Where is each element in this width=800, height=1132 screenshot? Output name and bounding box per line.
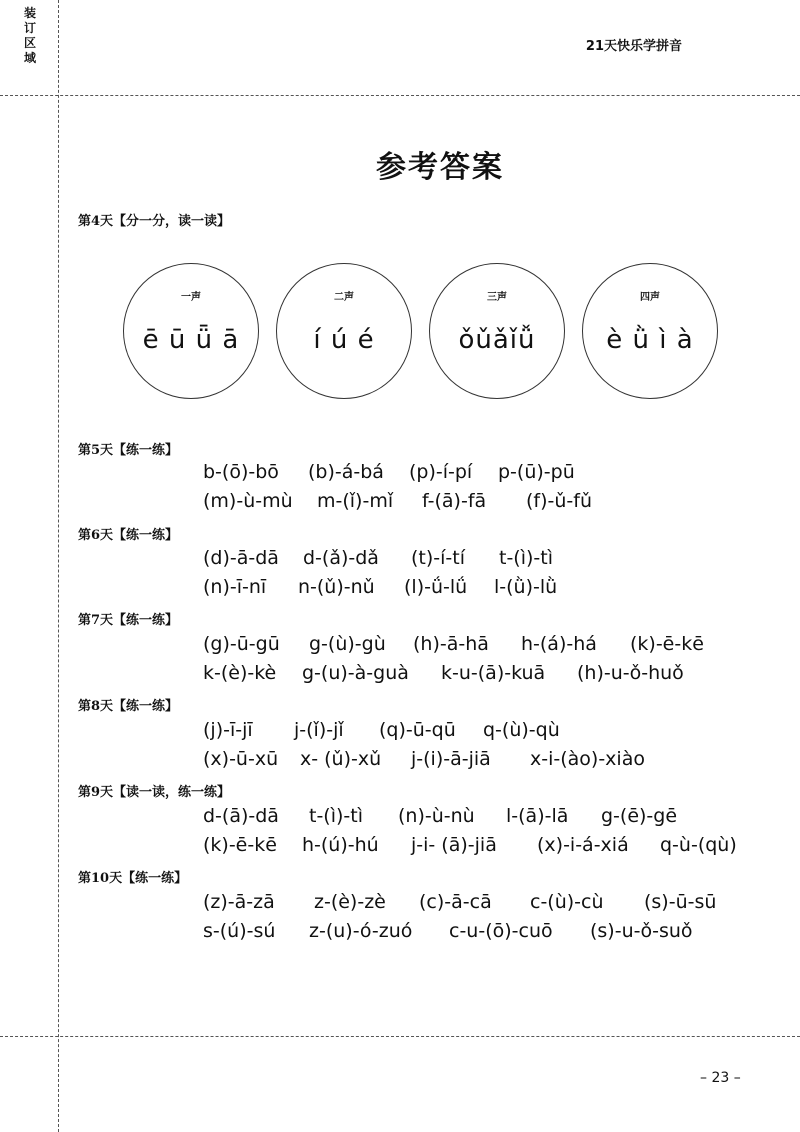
- answer-item: s-(ú)-sú: [203, 920, 276, 942]
- answer-item: g-(ù)-gù: [309, 633, 386, 655]
- tone-label: 三声: [487, 292, 507, 303]
- answer-item: (t)-í-tí: [411, 547, 465, 569]
- answer-item: x- (ǔ)-xǔ: [300, 748, 382, 770]
- answer-item: k-(è)-kè: [203, 662, 277, 684]
- answer-item: b-(ō)-bō: [203, 461, 279, 483]
- page-title: 参考答案: [376, 150, 504, 185]
- answer-item: (c)-ā-cā: [419, 891, 492, 913]
- answer-item: m-(ǐ)-mǐ: [317, 490, 394, 512]
- section-label-day4: 第4天【分一分，读一读】: [78, 214, 231, 229]
- answer-item: (j)-ī-jī: [203, 719, 253, 741]
- answer-item: (z)-ā-zā: [203, 891, 275, 913]
- answer-item: (p)-í-pí: [409, 461, 473, 483]
- answer-item: (q)-ū-qū: [379, 719, 456, 741]
- section-label-day7: 第7天【练一练】: [78, 613, 179, 628]
- tone-circle-2: [276, 263, 412, 399]
- answer-item: g-(u)-à-guà: [302, 662, 409, 684]
- section-label-day8: 第8天【练一练】: [78, 699, 179, 714]
- answer-item: t-(ì)-tì: [309, 805, 363, 827]
- answer-item: j-i- (ā)-jiā: [411, 834, 497, 856]
- tone-label: 二声: [334, 292, 354, 303]
- answer-item: h-(á)-há: [521, 633, 597, 655]
- section-label-day9: 第9天【读一读，练一练】: [78, 785, 231, 800]
- section-label-day6: 第6天【练一练】: [78, 528, 179, 543]
- answer-item: z-(u)-ó-zuó: [309, 920, 413, 942]
- answer-item: (h)-u-ǒ-huǒ: [577, 662, 684, 684]
- tone-vowels: ē ū ǖ ā: [142, 325, 240, 355]
- answer-item: q-(ù)-qù: [483, 719, 560, 741]
- answer-item: (k)-ē-kē: [630, 633, 704, 655]
- answer-item: l-(ā)-lā: [506, 805, 569, 827]
- section-label-day5: 第5天【练一练】: [78, 443, 179, 458]
- answer-item: k-u-(ā)-kuā: [441, 662, 546, 684]
- answer-item: (x)-ū-xū: [203, 748, 279, 770]
- tone-vowels: í ú é: [313, 325, 375, 355]
- answer-item: d-(ǎ)-dǎ: [303, 547, 379, 569]
- tone-circle-3: [429, 263, 565, 399]
- answer-item: g-(ē)-gē: [601, 805, 678, 827]
- answer-item: (n)-ù-nù: [398, 805, 475, 827]
- answer-item: (n)-ī-nī: [203, 576, 267, 598]
- answer-item: (b)-á-bá: [308, 461, 384, 483]
- footer-divider: [0, 1036, 800, 1037]
- answer-item: (h)-ā-hā: [413, 633, 489, 655]
- tone-label: 四声: [640, 292, 660, 303]
- answer-item: h-(ú)-hú: [302, 834, 379, 856]
- binding-char: 装: [23, 6, 36, 20]
- answer-item: (m)-ù-mù: [203, 490, 293, 512]
- section-label-day10: 第10天【练一练】: [78, 871, 188, 886]
- answer-item: j-(ǐ)-jǐ: [294, 719, 344, 741]
- answer-item: (s)-ū-sū: [644, 891, 717, 913]
- binding-char: 订: [23, 21, 36, 35]
- answer-item: (d)-ā-dā: [203, 547, 279, 569]
- answer-item: x-i-(ào)-xiào: [530, 748, 645, 770]
- binding-char: 域: [23, 51, 36, 65]
- tone-circle-1: [123, 263, 259, 399]
- answer-item: f-(ā)-fā: [422, 490, 487, 512]
- binding-area-label: [20, 6, 40, 66]
- tone-label: 一声: [181, 292, 201, 303]
- answer-item: (x)-i-á-xiá: [537, 834, 629, 856]
- tone-vowels: è ǜ ì à: [606, 325, 694, 355]
- binding-char: 区: [23, 36, 36, 50]
- tone-vowels: ǒǔǎǐǚ: [458, 325, 536, 355]
- answer-item: j-(i)-ā-jiā: [411, 748, 491, 770]
- answer-item: q-ù-(qù): [660, 834, 737, 856]
- answer-item: (k)-ē-kē: [203, 834, 277, 856]
- book-title: 21天快乐学拼音: [585, 39, 682, 54]
- answer-item: (g)-ū-gū: [203, 633, 280, 655]
- answer-item: (l)-ǘ-lǘ: [404, 576, 468, 598]
- answer-item: l-(ǜ)-lǜ: [494, 576, 558, 598]
- answer-item: (s)-u-ǒ-suǒ: [590, 920, 693, 942]
- answer-item: (f)-ǔ-fǔ: [526, 490, 592, 512]
- header-divider: [0, 95, 800, 96]
- answer-item: c-(ù)-cù: [530, 891, 604, 913]
- answer-item: c-u-(ō)-cuō: [449, 920, 553, 942]
- answer-item: p-(ū)-pū: [498, 461, 575, 483]
- answer-item: t-(ì)-tì: [499, 547, 553, 569]
- answer-item: n-(ǔ)-nǔ: [298, 576, 375, 598]
- answer-item: d-(ā)-dā: [203, 805, 279, 827]
- answer-item: z-(è)-zè: [314, 891, 386, 913]
- tone-circle-4: [582, 263, 718, 399]
- page-number: – 23 –: [700, 1070, 741, 1086]
